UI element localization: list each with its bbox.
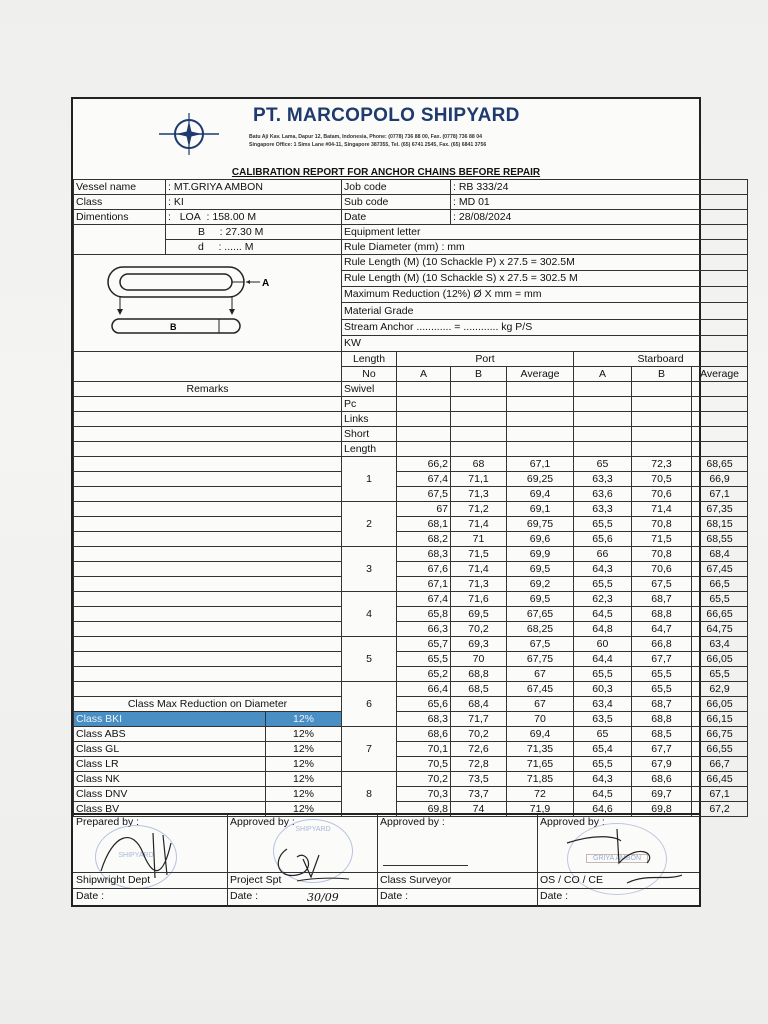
starboard-average-value: 67,45: [692, 562, 748, 577]
measurement-row: [74, 637, 748, 652]
remarks-cell: [74, 577, 342, 592]
port-average-value: 70: [507, 712, 574, 727]
port-a-value: 67: [397, 502, 451, 517]
measurement-row: [74, 742, 748, 757]
starboard-a-value: 64,6: [574, 802, 632, 817]
owner-date-label: Date :: [540, 890, 569, 902]
starboard-b-value: 71,5: [632, 532, 692, 547]
company-name: PT. MARCOPOLO SHIPYARD: [253, 105, 520, 126]
port-average-value: 71,85: [507, 772, 574, 787]
class-name: Class DNV: [74, 787, 266, 802]
starboard-b-value: 68,6: [632, 772, 692, 787]
port-b-value: 71,7: [451, 712, 507, 727]
port-b-value: 70,2: [451, 622, 507, 637]
starboard-a-value: 64,3: [574, 772, 632, 787]
starboard-average-value: 67,35: [692, 502, 748, 517]
measurement-row: [74, 517, 748, 532]
blank-cell: [74, 352, 342, 367]
prepared-by-block: [73, 815, 228, 907]
breadth-number: : 27.30 M: [219, 225, 264, 238]
port-average-value: 67,1: [507, 457, 574, 472]
starboard-a-value: 60: [574, 637, 632, 652]
remarks-cell: [74, 502, 342, 517]
starboard-average-value: 65,5: [692, 592, 748, 607]
starboard-a-value: 66: [574, 547, 632, 562]
starboard-b-value: 68,8: [632, 607, 692, 622]
company-address-line-1: Batu Aji Kav. Lama, Dapur 12, Batam, Indonesia, Phone: (0778) 736 88 00, Fax. (0778) 736 88 04: [249, 134, 482, 140]
starboard-average-header: Average: [692, 367, 748, 382]
measurement-row: [74, 712, 748, 727]
approved-by-label: Approved by :: [230, 816, 295, 828]
starboard-a-value: 63,6: [574, 487, 632, 502]
starboard-average-value: 66,55: [692, 742, 748, 757]
measurement-row: [74, 547, 748, 562]
blank-cell: [74, 240, 166, 255]
class-name: Class GL: [74, 742, 266, 757]
row-label-pc: Pc: [342, 397, 397, 412]
port-b-header: B: [451, 367, 507, 382]
starboard-average-value: 66,9: [692, 472, 748, 487]
starboard-average-value: 66,05: [692, 652, 748, 667]
measurement-row: [74, 787, 748, 802]
port-average-value: 69,2: [507, 577, 574, 592]
report-title: CALIBRATION REPORT FOR ANCHOR CHAINS BEFORE REPAIR: [231, 167, 541, 178]
port-average-header: Average: [507, 367, 574, 382]
starboard-b-value: 67,5: [632, 577, 692, 592]
measurement-row: [74, 562, 748, 577]
port-b-value: 71,3: [451, 577, 507, 592]
starboard-b-value: 64,7: [632, 622, 692, 637]
length-header: Length: [342, 352, 397, 367]
remarks-cell: [74, 442, 342, 457]
port-average-value: 67,5: [507, 637, 574, 652]
port-a-header: A: [397, 367, 451, 382]
starboard-a-value: 64,5: [574, 607, 632, 622]
starboard-a-value: 63,3: [574, 502, 632, 517]
class-name: Class BKI: [74, 712, 266, 727]
company-logo-icon: [159, 109, 219, 159]
rule-diameter: Rule Diameter (mm) : mm: [342, 240, 748, 255]
no-header: No: [342, 367, 397, 382]
starboard-a-value: 65,6: [574, 532, 632, 547]
depth-number: : ...... M: [218, 240, 254, 253]
class-reduction-value: 12%: [266, 802, 342, 817]
dimensions-colon: :: [168, 210, 171, 223]
class-surveyor-label: Class Surveyor: [380, 874, 452, 886]
port-b-value: 72,6: [451, 742, 507, 757]
shackle-number: 1: [342, 457, 397, 502]
port-header: Port: [397, 352, 574, 367]
starboard-a-value: 65,4: [574, 742, 632, 757]
remarks-cell: [74, 457, 342, 472]
port-average-value: 69,4: [507, 487, 574, 502]
os-co-ce-label: OS / CO / CE: [540, 874, 604, 886]
starboard-a-value: 63,4: [574, 697, 632, 712]
class-reduction-value: 12%: [266, 712, 342, 727]
remarks-cell: [74, 412, 342, 427]
row-label-links: Links: [342, 412, 397, 427]
measurement-row: [74, 667, 748, 682]
letterhead: [73, 99, 699, 165]
measurement-row: [74, 652, 748, 667]
measurement-row: [74, 487, 748, 502]
port-b-value: 69,3: [451, 637, 507, 652]
shackle-number: 3: [342, 547, 397, 592]
shackle-number: 2: [342, 502, 397, 547]
starboard-b-value: 67,7: [632, 742, 692, 757]
remarks-cell: [74, 667, 342, 682]
starboard-a-value: 64,8: [574, 622, 632, 637]
measurement-row: [74, 502, 748, 517]
remarks-cell: [74, 562, 342, 577]
approved-by-class-block: [377, 815, 538, 907]
measurement-row: [74, 727, 748, 742]
port-average-value: 67: [507, 697, 574, 712]
class-name: Class BV: [74, 802, 266, 817]
port-b-value: 68,8: [451, 667, 507, 682]
starboard-average-value: 65,5: [692, 667, 748, 682]
class-reduction-value: 12%: [266, 787, 342, 802]
port-a-value: 67,1: [397, 577, 451, 592]
starboard-b-value: 67,9: [632, 757, 692, 772]
starboard-a-value: 60,3: [574, 682, 632, 697]
vessel-name-label: Vessel name: [74, 180, 166, 195]
port-a-value: 68,3: [397, 712, 451, 727]
port-a-value: 66,4: [397, 682, 451, 697]
starboard-b-value: 66,8: [632, 637, 692, 652]
starboard-a-value: 64,4: [574, 652, 632, 667]
port-b-value: 68: [451, 457, 507, 472]
signature-section: [73, 813, 699, 907]
class-reduction-value: 12%: [266, 727, 342, 742]
starboard-b-value: 68,7: [632, 697, 692, 712]
starboard-average-value: 67,1: [692, 787, 748, 802]
port-a-value: 65,6: [397, 697, 451, 712]
port-b-value: 71,1: [451, 472, 507, 487]
class-reduction-value: 12%: [266, 772, 342, 787]
starboard-header: Starboard: [574, 352, 748, 367]
port-a-value: 67,4: [397, 592, 451, 607]
port-a-value: 69,8: [397, 802, 451, 817]
starboard-a-value: 65,5: [574, 577, 632, 592]
port-a-value: 65,2: [397, 667, 451, 682]
port-a-value: 65,5: [397, 652, 451, 667]
port-average-value: 69,25: [507, 472, 574, 487]
remarks-cell: [74, 637, 342, 652]
port-average-value: 71,9: [507, 802, 574, 817]
starboard-b-header: B: [632, 367, 692, 382]
approved-by-project-block: [227, 815, 378, 907]
port-a-value: 67,4: [397, 472, 451, 487]
port-a-value: 70,3: [397, 787, 451, 802]
loa-value: [166, 210, 342, 225]
starboard-b-value: 70,8: [632, 547, 692, 562]
sub-code-value: : MD 01: [451, 195, 748, 210]
remarks-cell: [74, 472, 342, 487]
measurement-row: [74, 772, 748, 787]
port-b-value: 73,7: [451, 787, 507, 802]
measurement-row: [74, 697, 748, 712]
port-average-value: 69,1: [507, 502, 574, 517]
port-average-value: 71,35: [507, 742, 574, 757]
port-b-value: 74: [451, 802, 507, 817]
shipwright-dept-label: Shipwright Dept: [76, 874, 151, 886]
starboard-a-value: 63,5: [574, 712, 632, 727]
job-code-value: : RB 333/24: [451, 180, 748, 195]
starboard-b-value: 68,8: [632, 712, 692, 727]
starboard-average-value: 66,45: [692, 772, 748, 787]
row-label-length: Length: [342, 442, 397, 457]
row-label-short: Short: [342, 427, 397, 442]
remarks-cell: [74, 622, 342, 637]
starboard-b-value: 70,6: [632, 487, 692, 502]
dimensions-label: Dimentions: [74, 210, 166, 225]
starboard-b-value: 65,5: [632, 682, 692, 697]
port-average-value: 69,6: [507, 532, 574, 547]
starboard-a-value: 62,3: [574, 592, 632, 607]
starboard-average-value: 62,9: [692, 682, 748, 697]
port-b-value: 73,5: [451, 772, 507, 787]
company-address: [249, 133, 486, 149]
handwritten-date: 30/09: [307, 891, 339, 904]
shackle-number: 5: [342, 637, 397, 682]
port-b-value: 71,4: [451, 517, 507, 532]
starboard-b-value: 69,8: [632, 802, 692, 817]
calibration-table: [73, 179, 748, 817]
chain-link-icon: [74, 255, 284, 347]
port-a-value: 68,2: [397, 532, 451, 547]
company-stamp-text: SHIPYARD: [295, 826, 331, 833]
starboard-average-value: 68,15: [692, 517, 748, 532]
measurement-row: [74, 532, 748, 547]
approved-by-label: Approved by :: [380, 816, 445, 828]
chain-link-diagram: [74, 255, 342, 352]
port-b-value: 72,8: [451, 757, 507, 772]
depth-label: d: [198, 240, 204, 253]
vessel-stamp-text: GRIYA AMBON: [586, 854, 648, 863]
port-a-value: 67,5: [397, 487, 451, 502]
remarks-cell: [74, 532, 342, 547]
port-b-value: 68,5: [451, 682, 507, 697]
starboard-average-value: 66,05: [692, 697, 748, 712]
remarks-cell: [74, 517, 342, 532]
port-a-value: 68,3: [397, 547, 451, 562]
port-a-value: 70,5: [397, 757, 451, 772]
starboard-a-header: A: [574, 367, 632, 382]
class-reduction-value: 12%: [266, 757, 342, 772]
prepared-by-label: Prepared by :: [76, 816, 140, 828]
diagram-label-b: B: [170, 322, 177, 332]
measurement-row: [74, 472, 748, 487]
signature-line: [383, 865, 468, 866]
starboard-b-value: 68,7: [632, 592, 692, 607]
measurement-row: [74, 622, 748, 637]
starboard-b-value: 68,5: [632, 727, 692, 742]
loa-number: : 158.00 M: [206, 210, 257, 223]
kw-label: KW: [342, 335, 748, 351]
depth-value: [166, 240, 342, 255]
port-average-value: 68,25: [507, 622, 574, 637]
starboard-average-value: 68,55: [692, 532, 748, 547]
date-label: Date: [342, 210, 451, 225]
company-address-line-2: Singapore Office: 1 Sims Lane #04-11, Singapore 387355, Tel. (65) 6741 2545, Fax. (65) 6841 3756: [249, 142, 487, 148]
starboard-a-value: 65,5: [574, 757, 632, 772]
class-name: Class LR: [74, 757, 266, 772]
material-grade: Material Grade: [342, 303, 748, 319]
port-b-value: 69,5: [451, 607, 507, 622]
port-a-value: 66,2: [397, 457, 451, 472]
rule-length-starboard: Rule Length (M) (10 Schackle S) x 27.5 = 302.5 M: [342, 271, 748, 287]
port-a-value: 70,2: [397, 772, 451, 787]
shackle-number: 7: [342, 727, 397, 772]
port-b-value: 71,4: [451, 562, 507, 577]
blank-cell: [74, 367, 342, 382]
starboard-average-value: 66,5: [692, 577, 748, 592]
starboard-a-value: 64,3: [574, 562, 632, 577]
starboard-a-value: 65,5: [574, 517, 632, 532]
class-value: : KI: [166, 195, 342, 210]
remarks-cell: [74, 427, 342, 442]
project-date-label: Date :: [230, 890, 259, 902]
port-b-value: 68,4: [451, 697, 507, 712]
job-code-label: Job code: [342, 180, 451, 195]
blank-cell: [74, 225, 166, 240]
starboard-average-value: 66,75: [692, 727, 748, 742]
starboard-a-value: 63,3: [574, 472, 632, 487]
port-average-value: 69,75: [507, 517, 574, 532]
starboard-b-value: 69,7: [632, 787, 692, 802]
class-reduction-title: Class Max Reduction on Diameter: [74, 697, 342, 712]
class-reduction-value: 12%: [266, 742, 342, 757]
port-a-value: 66,3: [397, 622, 451, 637]
port-average-value: 67,75: [507, 652, 574, 667]
measurement-row: [74, 577, 748, 592]
starboard-average-value: 66,7: [692, 757, 748, 772]
remarks-cell: [74, 592, 342, 607]
rule-length-port: Rule Length (M) (10 Schackle P) x 27.5 = 302.5M: [342, 255, 748, 271]
starboard-average-value: 66,15: [692, 712, 748, 727]
starboard-b-value: 71,4: [632, 502, 692, 517]
port-b-value: 71,5: [451, 547, 507, 562]
port-b-value: 71: [451, 532, 507, 547]
port-average-value: 69,9: [507, 547, 574, 562]
starboard-b-value: 70,5: [632, 472, 692, 487]
breadth-label: B: [198, 225, 206, 238]
starboard-a-value: 64,5: [574, 787, 632, 802]
shackle-number: 6: [342, 682, 397, 727]
company-stamp-text: SHIPYARD: [118, 852, 154, 859]
remarks-header: Remarks: [74, 382, 342, 397]
starboard-average-value: 68,65: [692, 457, 748, 472]
remarks-cell: [74, 682, 342, 697]
starboard-a-value: 65: [574, 457, 632, 472]
project-spt-label: Project Spt: [230, 874, 282, 886]
starboard-average-value: 67,2: [692, 802, 748, 817]
remarks-cell: [74, 547, 342, 562]
class-name: Class ABS: [74, 727, 266, 742]
calibration-report-sheet: [71, 97, 739, 907]
port-b-value: 71,6: [451, 592, 507, 607]
port-a-value: 67,6: [397, 562, 451, 577]
port-a-value: 70,1: [397, 742, 451, 757]
row-label-swivel: Swivel: [342, 382, 397, 397]
equipment-letter: Equipment letter: [342, 225, 748, 240]
port-average-value: 67,65: [507, 607, 574, 622]
remarks-cell: [74, 607, 342, 622]
port-average-value: 69,5: [507, 562, 574, 577]
measurement-row: [74, 592, 748, 607]
measurement-row: [74, 607, 748, 622]
starboard-b-value: 65,5: [632, 667, 692, 682]
port-average-value: 69,4: [507, 727, 574, 742]
shackle-number: 4: [342, 592, 397, 637]
class-date-label: Date :: [380, 890, 409, 902]
port-b-value: 71,2: [451, 502, 507, 517]
class-name: Class NK: [74, 772, 266, 787]
port-b-value: 70: [451, 652, 507, 667]
starboard-a-value: 65,5: [574, 667, 632, 682]
breadth-value: [166, 225, 342, 240]
starboard-average-value: 66,65: [692, 607, 748, 622]
shackle-number: 8: [342, 772, 397, 817]
measurement-row: [74, 757, 748, 772]
port-a-value: 65,8: [397, 607, 451, 622]
approved-by-label: Approved by :: [540, 816, 605, 828]
port-b-value: 70,2: [451, 727, 507, 742]
port-a-value: 65,7: [397, 637, 451, 652]
class-label: Class: [74, 195, 166, 210]
date-value: : 28/08/2024: [451, 210, 748, 225]
remarks-cell: [74, 397, 342, 412]
starboard-b-value: 70,8: [632, 517, 692, 532]
port-average-value: 71,65: [507, 757, 574, 772]
port-average-value: 69,5: [507, 592, 574, 607]
sub-code-label: Sub code: [342, 195, 451, 210]
approved-by-owner-block: [537, 815, 699, 907]
remarks-cell: [74, 652, 342, 667]
starboard-b-value: 67,7: [632, 652, 692, 667]
vessel-name-value: : MT.GRIYA AMBON: [166, 180, 342, 195]
measurement-row: [74, 682, 748, 697]
starboard-average-value: 68,4: [692, 547, 748, 562]
stream-anchor: Stream Anchor ............ = ............ kg P/S: [342, 319, 748, 335]
port-average-value: 67,45: [507, 682, 574, 697]
port-b-value: 71,3: [451, 487, 507, 502]
starboard-b-value: 72,3: [632, 457, 692, 472]
maximum-reduction: Maximum Reduction (12%) Ø X mm = mm: [342, 287, 748, 303]
starboard-average-value: 63,4: [692, 637, 748, 652]
loa-label: LOA: [179, 210, 201, 223]
starboard-average-value: 64,75: [692, 622, 748, 637]
port-a-value: 68,1: [397, 517, 451, 532]
port-average-value: 72: [507, 787, 574, 802]
starboard-b-value: 70,6: [632, 562, 692, 577]
port-average-value: 67: [507, 667, 574, 682]
starboard-a-value: 65: [574, 727, 632, 742]
starboard-average-value: 67,1: [692, 487, 748, 502]
diagram-label-a: A: [262, 278, 270, 289]
measurement-row: [74, 457, 748, 472]
prepared-date-label: Date :: [76, 890, 105, 902]
remarks-cell: [74, 487, 342, 502]
port-a-value: 68,6: [397, 727, 451, 742]
